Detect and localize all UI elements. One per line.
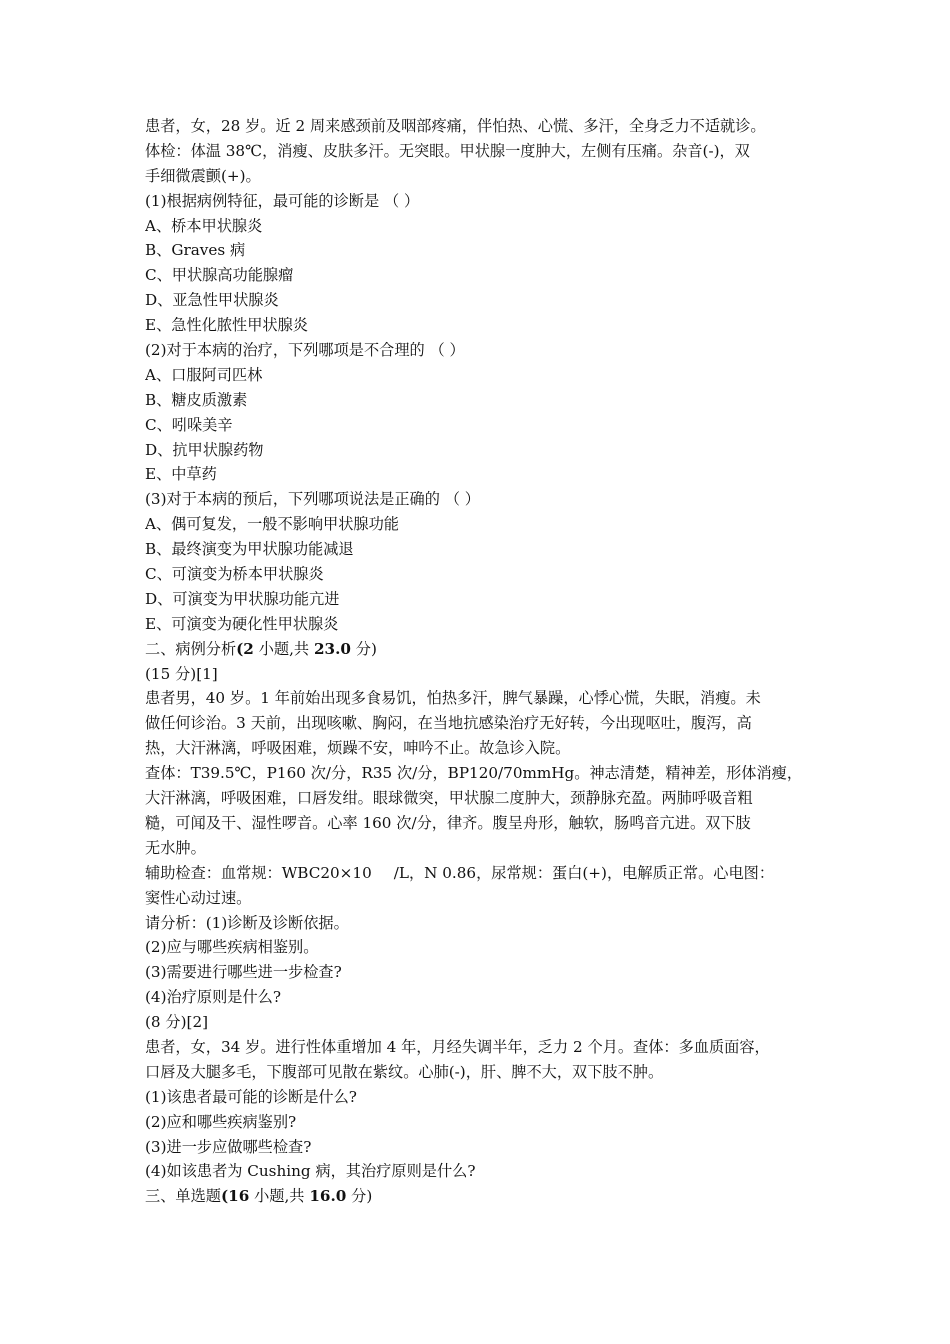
document-page	[145, 114, 810, 1209]
question-2-stem: (2)对于本病的治疗，下列哪项是不合理的 （ ）	[145, 341, 465, 360]
question-3-option-d: D、可演变为甲状腺功能亢进	[145, 589, 340, 608]
section-3-heading-score: 16.0	[309, 1187, 347, 1206]
question-3-stem: (3)对于本病的预后，下列哪项说法是正确的 （ ）	[145, 490, 480, 509]
question-1-stem: (1)根据病例特征，最可能的诊断是 （ ）	[145, 191, 420, 210]
question-1-option-b: B、Graves 病	[145, 241, 246, 260]
section-2-heading-mid: 小题,共	[253, 639, 314, 658]
case2-lab-line-1	[145, 861, 810, 886]
question-3-option-c: C、可演变为桥本甲状腺炎	[145, 565, 324, 584]
question-1-option-d: D、亚急性甲状腺炎	[145, 291, 279, 310]
case2-ask-3: (3)需要进行哪些进一步检查?	[145, 963, 342, 982]
section-3-heading-prefix: 三、单选题	[145, 1187, 221, 1206]
case3-ask-4: (4)如该患者为 Cushing 病，其治疗原则是什么?	[145, 1162, 476, 1181]
section-2-heading-count: (2	[236, 639, 254, 658]
question-2-option-e: E、中草药	[145, 465, 217, 484]
case2-score: (15 分)[1]	[145, 664, 218, 683]
question-1-option-a: A、桥本甲状腺炎	[145, 216, 263, 235]
case2-exam-line-4: 无水肿。	[145, 838, 206, 857]
question-2-option-d: D、抗甲状腺药物	[145, 440, 264, 459]
question-3-option-a: A、偶可复发，一般不影响甲状腺功能	[145, 515, 399, 534]
case1-intro-line-1: 患者，女，28 岁。近 2 周来感颈前及咽部疼痛，伴怕热、心慌、多汗，全身乏力不适就诊。	[145, 117, 766, 135]
case2-lab-line-2: 窦性心动过速。	[145, 888, 252, 907]
section-3-heading	[145, 1184, 810, 1209]
section-3-heading-mid: 小题,共	[249, 1187, 310, 1206]
question-3-option-b: B、最终演变为甲状腺功能减退	[145, 540, 354, 559]
question-2-option-a: A、口服阿司匹林	[145, 365, 263, 384]
section-3-heading-suffix: 分)	[346, 1187, 373, 1206]
case1-intro-line-3: 手细微震颤(+)。	[145, 166, 261, 185]
question-3-option-e: E、可演变为硬化性甲状腺炎	[145, 614, 339, 633]
case2-ask-1: 请分析：(1)诊断及诊断依据。	[145, 913, 349, 932]
section-2-heading-suffix: 分)	[350, 639, 377, 658]
case2-history-line-1-text: 患者男，40 岁。1 年前始出现多食易饥，怕热多汗，脾气暴躁，心悸心慌，失眠，消瘦。未	[145, 689, 761, 708]
case2-history-line-2: 做任何诊治。3 天前，出现咳嗽、胸闷，在当地抗感染治疗无好转，今出现呕吐，腹泻，高	[145, 714, 752, 733]
case3-ask-3: (3)进一步应做哪些检查?	[145, 1137, 312, 1156]
case2-ask-2: (2)应与哪些疾病相鉴别。	[145, 938, 319, 957]
case3-ask-2: (2)应和哪些疾病鉴别?	[145, 1112, 297, 1131]
question-2-option-c: C、吲哚美辛	[145, 415, 233, 434]
section-2-heading-prefix: 二、病例分析	[145, 639, 237, 658]
case1-intro-line-2: 体检：体温 38℃，消瘦、皮肤多汗。无突眼。甲状腺一度肿大，左侧有压痛。杂音(-)，双	[145, 141, 750, 160]
case2-ask-4: (4)治疗原则是什么?	[145, 988, 281, 1007]
case2-exam-line-1: 查体：T39.5℃，P160 次/分，R35 次/分，BP120/70mmHg。神志清楚，精神差，形体消瘦，	[145, 764, 803, 783]
case2-lab-line-1b: /L，N 0.86，尿常规：蛋白(+)，电解质正常。心电图：	[393, 863, 775, 882]
case3-history-line-1: 患者，女，34 岁。进行性体重增加 4 年，月经失调半年，乏力 2 个月。查体：多血质面容，	[145, 1037, 770, 1056]
case3-score: (8 分)[2]	[145, 1013, 209, 1032]
case2-exam-line-3: 糙，可闻及干、湿性啰音。心率 160 次/分，律齐。腹呈舟形，触软，肠鸣音亢进。双下肢	[145, 813, 751, 832]
case2-history-line-1	[145, 686, 810, 711]
case3-history-line-2: 口唇及大腿多毛，下腹部可见散在紫纹。心肺(-)，肝、脾不大，双下肢不肿。	[145, 1062, 664, 1081]
section-2-heading-score: 23.0	[313, 639, 351, 658]
question-2-option-b: B、糖皮质激素	[145, 390, 248, 409]
case3-ask-1: (1)该患者最可能的诊断是什么?	[145, 1087, 357, 1106]
case2-lab-line-1a: 辅助检查：血常规：WBC20×10	[145, 863, 372, 882]
question-1-option-c: C、甲状腺高功能腺瘤	[145, 266, 294, 285]
case2-exam-line-2: 大汗淋漓，呼吸困难，口唇发绀。眼球微突，甲状腺二度肿大，颈静脉充盈。两肺呼吸音粗	[145, 789, 753, 808]
section-2-heading	[145, 637, 810, 662]
section-3-heading-count: (16	[220, 1187, 250, 1206]
question-1-option-e: E、急性化脓性甲状腺炎	[145, 316, 308, 335]
case2-history-line-3: 热，大汗淋漓，呼吸困难，烦躁不安，呻吟不止。故急诊入院。	[145, 739, 571, 758]
